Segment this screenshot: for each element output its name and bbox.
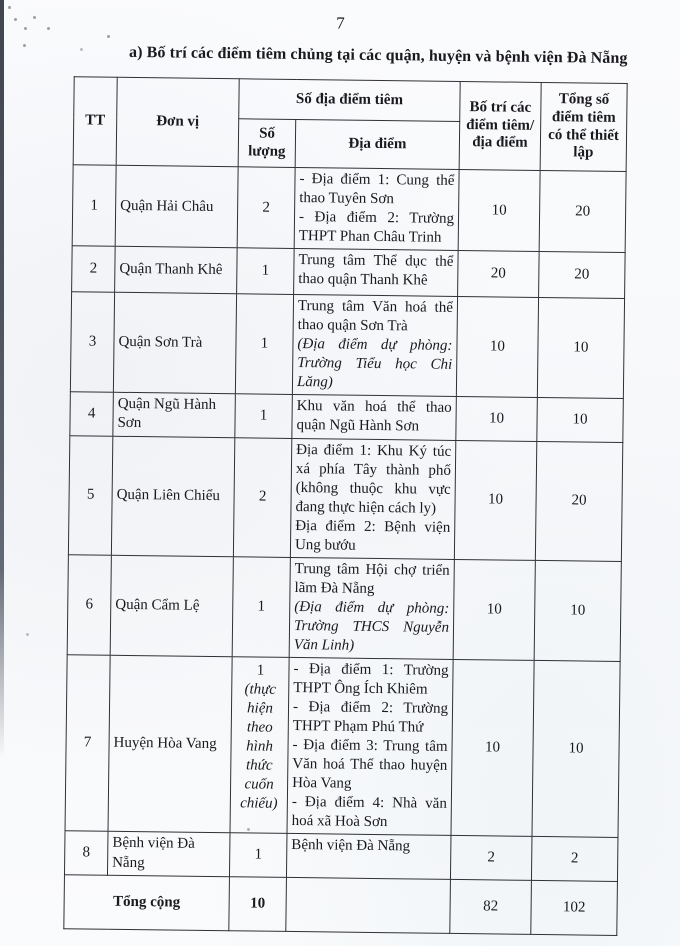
header-so-dia-diem-tiem: Số địa điểm tiêm [239, 79, 460, 122]
total-tong-so: 102 [531, 880, 618, 935]
table-row [64, 831, 617, 881]
dia-diem-note: (Địa điểm dự phòng: Trường Tiểu học Chi Lăng) [296, 336, 453, 391]
cell-tt: 5 [68, 435, 112, 555]
table-row [70, 392, 623, 442]
header-so-luong: Số lượng [238, 119, 296, 168]
cell-bo-tri: 2 [450, 836, 532, 880]
cell-tong-so: 20 [535, 441, 622, 561]
total-label: Tổng cộng [64, 874, 230, 930]
total-dia-diem-empty [286, 877, 451, 933]
cell-dia-diem: Bệnh viện Đà Nẵng [286, 834, 451, 879]
cell-bo-tri: 10 [458, 169, 540, 251]
cell-tong-so: 20 [539, 252, 626, 299]
cell-so-luong: 1 [235, 394, 293, 438]
cell-dia-diem: Trung tâm Thể dục thể thao quận Thanh Khê [294, 249, 459, 297]
cell-dia-diem: Khu văn hoá thể thao quận Ngũ Hành Sơn [292, 395, 457, 440]
table-header-row-1 [74, 77, 627, 124]
table-total-row [64, 874, 618, 935]
cell-tong-so: 20 [539, 170, 626, 252]
header-dia-diem: Địa điểm [295, 119, 460, 169]
cell-tt: 2 [72, 246, 116, 293]
cell-tt: 8 [64, 831, 108, 875]
so-luong-note: (thực hiện theo hình thức cuốn chiếu) [240, 681, 278, 813]
dia-diem-main: Trung tâm Văn hoá thể thao quận Sơn Trà [297, 298, 454, 335]
cell-bo-tri: 20 [458, 251, 540, 298]
cell-tt: 4 [70, 392, 114, 436]
table-row [68, 435, 622, 561]
cell-tt: 7 [65, 655, 110, 832]
cell-dia-diem: - Địa điểm 1: Cung thể thao Tuyên Sơn - Địa điểm 2: Trường THPT Phan Châu Trinh [294, 167, 459, 250]
cell-so-luong: 1 [237, 248, 295, 295]
table-row [67, 555, 621, 662]
dia-diem-note: (Địa điểm dự phòng: Trường THCS Nguyễn Văn Linh) [293, 598, 450, 654]
cell-don-vi: Quận Sơn Trà [113, 292, 236, 394]
cell-tong-so: 10 [532, 660, 620, 837]
cell-tt: 1 [72, 165, 116, 247]
table-row [65, 655, 620, 838]
cell-so-luong: 1 [229, 833, 287, 877]
cell-tt: 3 [70, 292, 114, 393]
cell-don-vi: Quận Liên Chiểu [111, 436, 234, 557]
cell-tong-so: 10 [537, 398, 624, 442]
cell-tong-so: 10 [537, 298, 624, 399]
cell-don-vi: Huyện Hòa Vang [108, 655, 232, 833]
table-row [70, 292, 624, 399]
page-number: 7 [336, 13, 345, 33]
dia-diem-main: Trung tâm Hội chợ triển lãm Đà Nẵng [294, 560, 450, 597]
table-row [72, 165, 626, 253]
cell-don-vi: Bệnh viện Đà Nẵng [107, 832, 230, 877]
cell-dia-diem: - Địa điểm 1: Trường THPT Ông Ích Khiêm - Địa điểm 2: Trường THPT Phạm Phú Thứ - Địa điểm 3: Trung tâm Văn hoá Thể thao huyện Hòa Vang - Địa điểm 4: Nhà văn hoá xã Hoà Sơn [287, 657, 453, 835]
header-tt: TT [73, 77, 117, 166]
cell-so-luong: 2 [237, 167, 295, 249]
total-bo-tri: 82 [450, 879, 532, 934]
cell-don-vi: Quận Hải Châu [115, 165, 238, 248]
section-heading: a) Bố trí các điểm tiêm chủng tại các quận, huyện và bệnh viện Đà Nẵng [128, 43, 628, 68]
cell-dia-diem: Địa điểm 1: Khu Ký túc xá phía Tây thành phố (không thuộc khu vực đang thực hiện cách ly) Địa điểm 2: Bệnh viện Ung bướu [290, 438, 455, 559]
cell-bo-tri: 10 [456, 297, 538, 398]
table-row [72, 246, 626, 299]
cell-bo-tri: 10 [456, 397, 538, 441]
cell-dia-diem [289, 557, 454, 659]
cell-don-vi: Quận Thanh Khê [115, 246, 238, 293]
header-tong-so: Tổng số điểm tiêm có thể thiết lập [540, 82, 627, 171]
vaccination-points-table [63, 76, 627, 935]
cell-so-luong: 1 [235, 294, 293, 395]
so-luong-main: 1 [256, 662, 265, 679]
cell-dia-diem [292, 295, 457, 397]
cell-bo-tri: 10 [453, 559, 535, 660]
cell-tong-so: 10 [534, 560, 621, 661]
header-don-vi: Đơn vị [116, 77, 239, 166]
cell-don-vi: Quận Ngũ Hành Sơn [113, 393, 236, 438]
cell-so-luong: 2 [233, 437, 291, 557]
cell-tong-so: 2 [531, 837, 618, 881]
cell-so-luong: 1 [232, 557, 290, 658]
cell-so-luong [230, 657, 289, 834]
cell-don-vi: Quận Cẩm Lệ [110, 555, 233, 657]
header-bo-tri: Bố trí các điểm tiêm/địa điểm [459, 81, 541, 170]
cell-tt: 6 [67, 555, 111, 656]
total-so-luong: 10 [229, 876, 287, 931]
cell-bo-tri: 10 [454, 440, 536, 560]
cell-bo-tri: 10 [451, 659, 534, 836]
